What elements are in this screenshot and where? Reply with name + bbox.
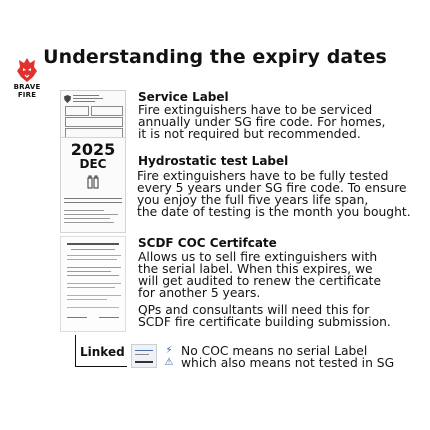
coc-certificate-image <box>60 236 126 332</box>
hydrostatic-label-heading: Hydrostatic test Label <box>138 154 289 168</box>
hydrostatic-label-image <box>60 137 126 233</box>
hydro-label-month: DEC <box>79 157 107 171</box>
hydrostatic-label-text: Fire extinguishers have to be fully tested every 5 years under SG fire code. To ensure you enjoy the full five years life span, the date of testing is the month you bought. <box>137 169 411 219</box>
shield-icon <box>64 95 71 103</box>
serial-label-thumbnail <box>131 344 157 368</box>
page-title: Understanding the expiry dates <box>43 46 387 68</box>
logo-text-line2: FIRE <box>17 91 37 99</box>
coc-certificate-text: Allows us to sell fire extinguishers with the serial label. When this expires, we will get audited to renew the certificate for another 5 years. <box>138 250 382 300</box>
extinguisher-icon <box>85 174 101 190</box>
logo-text-line1: BRAVE <box>13 83 41 91</box>
warning-icon: ⚡ ⚠ <box>164 345 174 368</box>
qp-note-text: QPs and consultants will need this for SCDF fire certificate building submission. <box>138 303 391 329</box>
coc-certificate-heading: SCDF COC Certifcate <box>138 236 277 250</box>
service-label-heading: Service Label <box>138 90 229 104</box>
service-label-text: Fire extinguishers have to be serviced annually under SG fire code. For homes, it is not required but recommended. <box>138 103 386 141</box>
hydro-label-year: 2025 <box>70 140 116 159</box>
no-coc-note-text: No COC means no serial Label which also means not tested in SG <box>181 344 395 370</box>
linkedin-badge[interactable]: Linked <box>75 335 127 367</box>
service-label-image <box>60 90 126 140</box>
